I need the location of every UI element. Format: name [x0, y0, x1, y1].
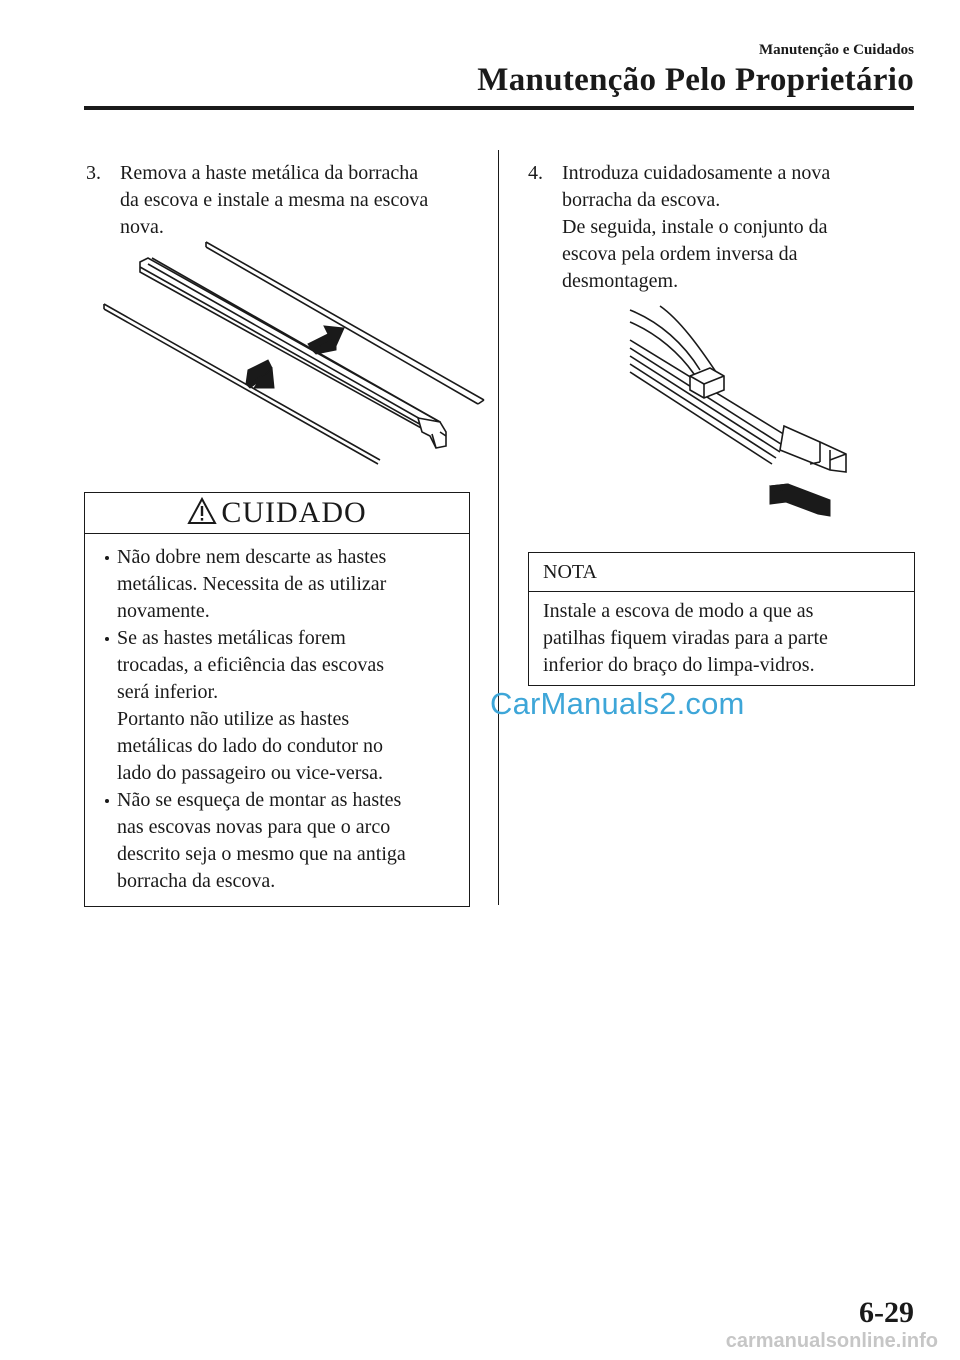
- step-line: desmontagem.: [562, 270, 679, 292]
- step-text: [120, 160, 428, 241]
- note-body: [529, 592, 914, 679]
- column-divider: [498, 150, 499, 905]
- caution-box: [84, 492, 470, 907]
- bullet-line: Não dobre nem descarte as hastes: [117, 546, 387, 568]
- step-line: Remova a haste metálica da borracha: [120, 162, 419, 184]
- header-section-label: Manutenção e Cuidados: [758, 42, 914, 58]
- caution-bullet: [105, 787, 457, 895]
- step-text: [562, 160, 830, 295]
- bullet-line: Portanto não utilize as hastes: [117, 708, 350, 730]
- footer-url: carmanualsonline.info: [725, 1330, 938, 1352]
- step-number: 3.: [86, 162, 101, 184]
- page-title: Manutenção Pelo Proprietário: [477, 62, 914, 98]
- step-line: De seguida, instale o conjunto da: [562, 216, 828, 238]
- step-line: escova pela ordem inversa da: [562, 243, 798, 265]
- bullet-line: trocadas, a eficiência das escovas: [117, 654, 385, 676]
- bullet-line: nas escovas novas para que o arco: [117, 816, 391, 838]
- caution-header: [85, 493, 469, 534]
- bullet-dot-icon: [105, 799, 109, 803]
- note-title: NOTA: [529, 553, 914, 592]
- warning-triangle-icon: [187, 497, 217, 530]
- caution-bullet: [105, 625, 457, 787]
- caution-bullet: [105, 544, 457, 625]
- wiper-rubber-strips-illustration: [96, 236, 488, 472]
- watermark-logo: CarManuals2.com: [490, 686, 745, 721]
- wiper-insertion-drawing: [620, 300, 860, 522]
- bullet-dot-icon: [105, 637, 109, 641]
- bullet-dot-icon: [105, 556, 109, 560]
- bullet-line: será inferior.: [117, 681, 219, 703]
- bullet-line: borracha da escova.: [117, 870, 276, 892]
- caution-body: [85, 534, 469, 895]
- step-line: da escova e instale a mesma na escova: [120, 189, 429, 211]
- note-line: patilhas fiquem viradas para a parte: [543, 627, 828, 649]
- bullet-line: novamente.: [117, 600, 210, 622]
- caution-title: CUIDADO: [221, 496, 367, 529]
- step-number: 4.: [528, 162, 543, 184]
- page-number: 6-29: [859, 1296, 914, 1329]
- step-line: nova.: [120, 216, 164, 238]
- step-line: borracha da escova.: [562, 189, 721, 211]
- wiper-strips-drawing: [96, 236, 488, 472]
- bullet-line: lado do passageiro ou vice-versa.: [117, 762, 384, 784]
- wiper-insertion-illustration: [620, 300, 860, 522]
- bullet-line: descrito seja o mesmo que na antiga: [117, 843, 406, 865]
- bullet-line: Se as hastes metálicas forem: [117, 627, 346, 649]
- note-line: inferior do braço do limpa-vidros.: [543, 654, 815, 676]
- step-line: Introduza cuidadosamente a nova: [562, 162, 831, 184]
- bullet-line: metálicas. Necessita de as utilizar: [117, 573, 387, 595]
- header-rule: [84, 106, 914, 110]
- note-line: Instale a escova de modo a que as: [543, 600, 814, 622]
- bullet-line: metálicas do lado do condutor no: [117, 735, 384, 757]
- bullet-line: Não se esqueça de montar as hastes: [117, 789, 402, 811]
- note-box: [528, 552, 915, 686]
